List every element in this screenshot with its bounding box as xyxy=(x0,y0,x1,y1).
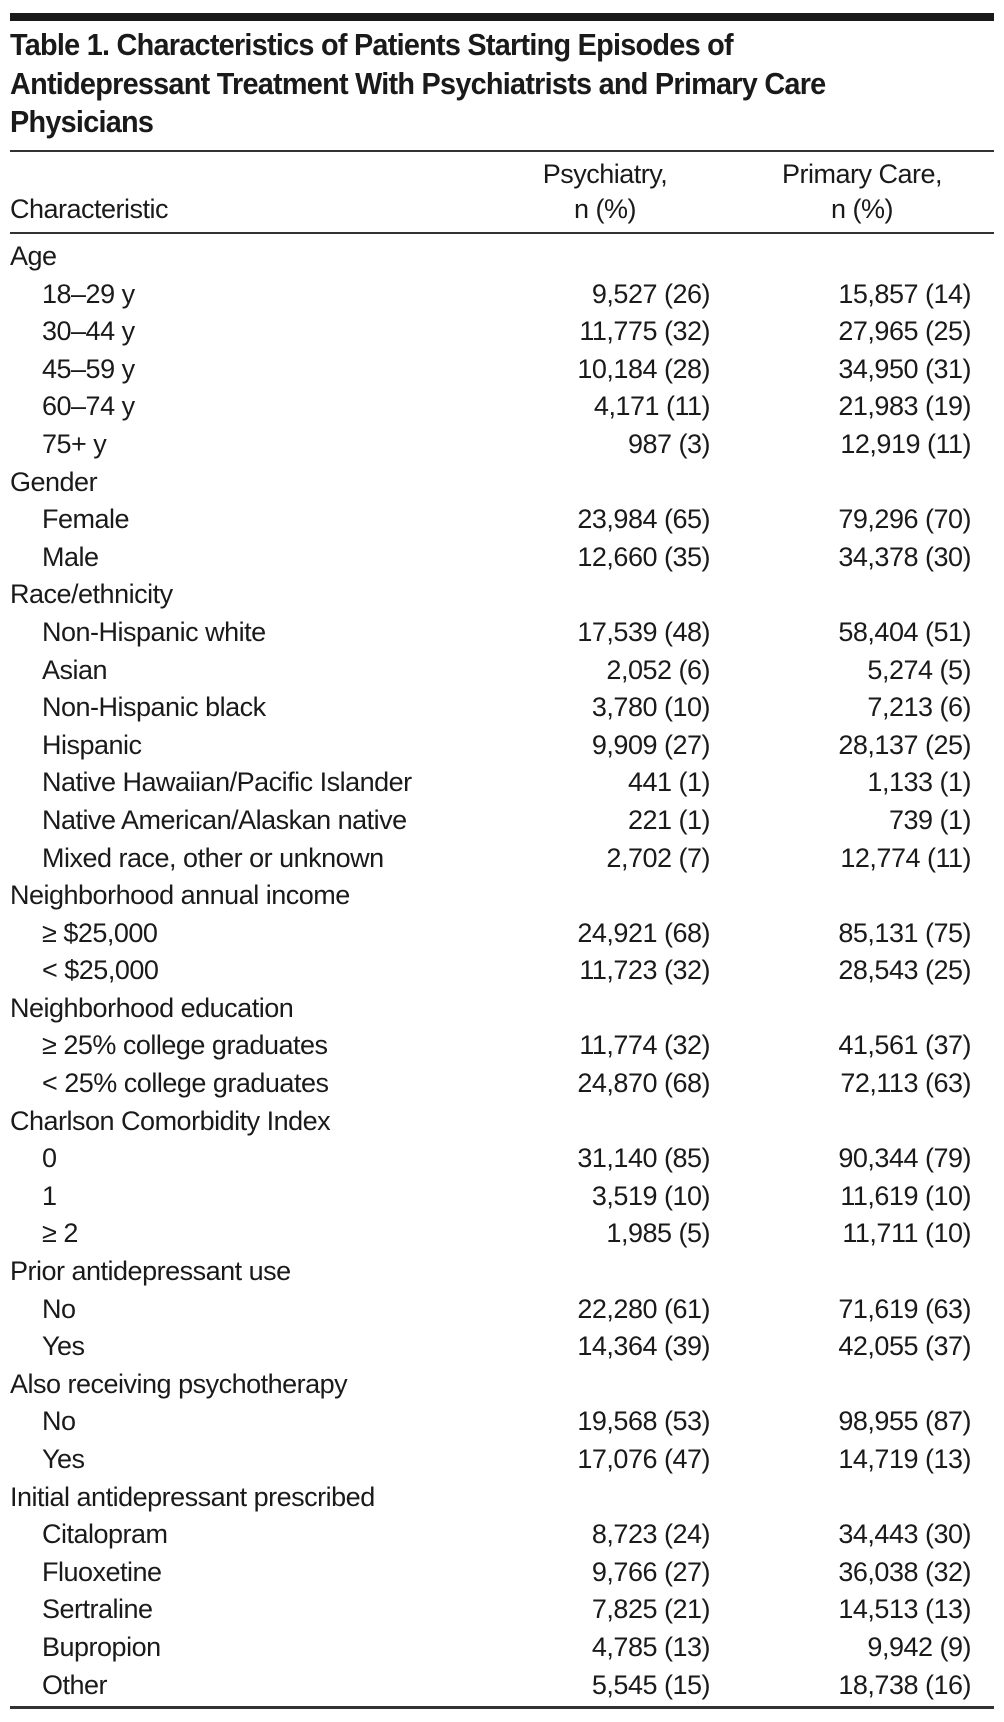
psychiatry-value: 441 (1) xyxy=(627,767,710,798)
table-row xyxy=(0,764,1004,802)
table-row xyxy=(0,388,1004,426)
table-group-row xyxy=(0,1253,1004,1291)
table-row xyxy=(0,727,1004,765)
psychiatry-value: 19,568 (53) xyxy=(577,1406,710,1437)
row-label: Hispanic xyxy=(42,729,142,760)
primary-care-value: 12,774 (11) xyxy=(840,842,971,873)
primary-care-value: 14,719 (13) xyxy=(838,1444,971,1474)
row-label: Citalopram xyxy=(42,1519,168,1550)
primary-care-value: 11,619 (10) xyxy=(840,1180,971,1211)
table-row xyxy=(0,802,1004,840)
row-label: No xyxy=(42,1293,76,1324)
psychiatry-value: 3,519 (10) xyxy=(591,1180,710,1211)
table-row xyxy=(0,1065,1004,1103)
primary-care-value: 41,561 (37) xyxy=(838,1030,971,1061)
row-label: 60–74 y xyxy=(42,391,135,422)
row-label: Native American/Alaskan native xyxy=(42,804,407,835)
psychiatry-value: 9,909 (27) xyxy=(591,729,710,760)
primary-care-value: 28,543 (25) xyxy=(838,955,971,986)
primary-care-value: 36,038 (32) xyxy=(838,1556,971,1587)
table-row xyxy=(0,351,1004,389)
group-label: Initial antidepressant prescribed xyxy=(10,1481,375,1512)
psychiatry-value: 2,702 (7) xyxy=(606,842,710,873)
primary-care-value: 85,131 (75) xyxy=(838,917,971,948)
primary-care-value: 14,513 (13) xyxy=(838,1594,971,1625)
primary-care-value: 34,950 (31) xyxy=(838,353,971,384)
table-title: Table 1. Characteristics of Patients Starting Episodes of Antidepressant Treatment With Psychiatrists and Primary Care Physicians xyxy=(10,27,826,139)
table-group-row xyxy=(0,464,1004,502)
row-label: 30–44 y xyxy=(42,316,135,347)
table-row xyxy=(0,652,1004,690)
psychiatry-value: 14,364 (39) xyxy=(577,1331,710,1362)
primary-care-value: 5,274 (5) xyxy=(867,654,971,685)
row-label: Native Hawaiian/Pacific Islander xyxy=(42,767,412,798)
psychiatry-value: 4,171 (11) xyxy=(593,391,710,422)
psychiatry-value: 11,723 (32) xyxy=(579,955,710,986)
primary-care-value: 12,919 (11) xyxy=(840,428,971,459)
psychiatry-value: 7,825 (21) xyxy=(591,1594,710,1625)
psychiatry-header-line1: Psychiatry, xyxy=(542,159,668,189)
table-row xyxy=(0,539,1004,577)
table-row xyxy=(0,1027,1004,1065)
table-group-row xyxy=(0,576,1004,614)
table-row xyxy=(0,1178,1004,1216)
psychiatry-value: 11,775 (32) xyxy=(579,316,710,347)
header-bottom-rule xyxy=(10,232,994,234)
primary-care-value: 79,296 (70) xyxy=(838,504,971,535)
table-row xyxy=(0,1291,1004,1329)
row-label: Sertraline xyxy=(42,1594,153,1625)
psychiatry-value: 2,052 (6) xyxy=(606,654,710,685)
psychiatry-value: 9,527 (26) xyxy=(591,278,710,309)
row-label: < 25% college graduates xyxy=(42,1068,329,1099)
row-label: ≥ 25% college graduates xyxy=(42,1030,328,1061)
column-header-primary-care xyxy=(752,157,972,227)
row-label: Asian xyxy=(42,654,108,685)
table-row xyxy=(0,1140,1004,1178)
group-label: Neighborhood education xyxy=(10,992,294,1023)
table-group-row xyxy=(0,990,1004,1028)
row-label: Yes xyxy=(42,1444,85,1474)
table-row xyxy=(0,1516,1004,1554)
table-row xyxy=(0,1591,1004,1629)
table-row xyxy=(0,426,1004,464)
table-row xyxy=(0,689,1004,727)
primary-care-value: 98,955 (87) xyxy=(838,1406,971,1437)
column-header-psychiatry xyxy=(495,157,715,227)
psychiatry-value: 17,539 (48) xyxy=(577,616,710,647)
table-group-row xyxy=(0,1479,1004,1517)
group-label: Neighborhood annual income xyxy=(10,880,350,911)
row-label: Non-Hispanic white xyxy=(42,616,266,647)
table-row xyxy=(0,1403,1004,1441)
table-bottom-rule xyxy=(10,1706,994,1709)
row-label: Yes xyxy=(42,1331,85,1362)
row-label: Other xyxy=(42,1669,108,1700)
primary-care-value: 71,619 (63) xyxy=(838,1293,971,1324)
group-label: Also receiving psychotherapy xyxy=(10,1368,348,1399)
table-row xyxy=(0,1667,1004,1705)
psychiatry-value: 17,076 (47) xyxy=(577,1444,710,1474)
group-label: Race/ethnicity xyxy=(10,579,173,610)
row-label: 0 xyxy=(42,1143,57,1174)
primary-care-value: 34,378 (30) xyxy=(838,541,971,572)
table-group-row xyxy=(0,877,1004,915)
group-label: Gender xyxy=(10,466,98,497)
psychiatry-value: 24,870 (68) xyxy=(577,1068,710,1099)
primary-care-value: 90,344 (79) xyxy=(838,1143,971,1174)
table-row xyxy=(0,1215,1004,1253)
primary-care-value: 9,942 (9) xyxy=(867,1631,971,1662)
psychiatry-value: 10,184 (28) xyxy=(577,353,710,384)
table-row xyxy=(0,840,1004,878)
psychiatry-value: 22,280 (61) xyxy=(577,1293,710,1324)
table-group-row xyxy=(0,238,1004,276)
psychiatry-value: 3,780 (10) xyxy=(591,692,710,723)
primary-care-value: 739 (1) xyxy=(888,804,971,835)
primary-care-value: 15,857 (14) xyxy=(838,278,971,309)
row-label: Fluoxetine xyxy=(42,1556,162,1587)
table-body xyxy=(0,238,1004,1704)
group-label: Charlson Comorbidity Index xyxy=(10,1105,331,1136)
header-top-rule xyxy=(10,150,994,152)
table-row xyxy=(0,1629,1004,1667)
psychiatry-value: 987 (3) xyxy=(627,428,710,459)
table-row xyxy=(0,614,1004,652)
table-row xyxy=(0,1328,1004,1366)
row-label: No xyxy=(42,1406,76,1437)
table-row xyxy=(0,276,1004,314)
psychiatry-value: 31,140 (85) xyxy=(577,1143,710,1174)
psychiatry-value: 4,785 (13) xyxy=(591,1631,710,1662)
primary-care-value: 72,113 (63) xyxy=(840,1068,971,1099)
table-row xyxy=(0,313,1004,351)
primary-care-value: 11,711 (10) xyxy=(842,1218,971,1249)
row-label: ≥ 2 xyxy=(42,1218,78,1249)
psychiatry-value: 9,766 (27) xyxy=(591,1556,710,1587)
row-label: 1 xyxy=(42,1180,57,1211)
psychiatry-value: 23,984 (65) xyxy=(577,504,710,535)
row-label: 18–29 y xyxy=(42,278,135,309)
row-label: Female xyxy=(42,504,130,535)
psychiatry-value: 1,985 (5) xyxy=(606,1218,710,1249)
primary-care-value: 42,055 (37) xyxy=(838,1331,971,1362)
row-label: 75+ y xyxy=(42,428,107,459)
primary-care-header-line1: Primary Care, xyxy=(781,159,943,189)
primary-care-value: 21,983 (19) xyxy=(838,391,971,422)
row-label: Bupropion xyxy=(42,1631,161,1662)
table-row xyxy=(0,915,1004,953)
primary-care-value: 34,443 (30) xyxy=(838,1519,971,1550)
psychiatry-value: 24,921 (68) xyxy=(577,917,710,948)
psychiatry-value: 8,723 (24) xyxy=(591,1519,710,1550)
psychiatry-value: 221 (1) xyxy=(627,804,710,835)
psychiatry-value: 5,545 (15) xyxy=(591,1669,710,1700)
row-label: Non-Hispanic black xyxy=(42,692,266,723)
top-thick-rule xyxy=(10,13,994,21)
table-row xyxy=(0,501,1004,539)
psychiatry-value: 11,774 (32) xyxy=(579,1030,710,1061)
psychiatry-header-line2: n (%) xyxy=(573,194,636,224)
primary-care-header-line2: n (%) xyxy=(830,194,893,224)
row-label: ≥ $25,000 xyxy=(42,917,158,948)
row-label: < $25,000 xyxy=(42,955,159,986)
table-group-row xyxy=(0,1103,1004,1141)
column-header-characteristic: Characteristic xyxy=(10,194,169,224)
primary-care-value: 58,404 (51) xyxy=(838,616,971,647)
row-label: Male xyxy=(42,541,99,572)
primary-care-value: 18,738 (16) xyxy=(838,1669,971,1700)
group-label: Prior antidepressant use xyxy=(10,1256,291,1287)
group-label: Age xyxy=(10,241,57,271)
primary-care-value: 28,137 (25) xyxy=(838,729,971,760)
psychiatry-value: 12,660 (35) xyxy=(577,541,710,572)
table-group-row xyxy=(0,1366,1004,1404)
table-row xyxy=(0,1554,1004,1592)
row-label: 45–59 y xyxy=(42,353,135,384)
primary-care-value: 7,213 (6) xyxy=(867,692,971,723)
primary-care-value: 1,133 (1) xyxy=(867,767,971,798)
table-row xyxy=(0,1441,1004,1479)
table-row xyxy=(0,952,1004,990)
primary-care-value: 27,965 (25) xyxy=(838,316,971,347)
row-label: Mixed race, other or unknown xyxy=(42,842,384,873)
